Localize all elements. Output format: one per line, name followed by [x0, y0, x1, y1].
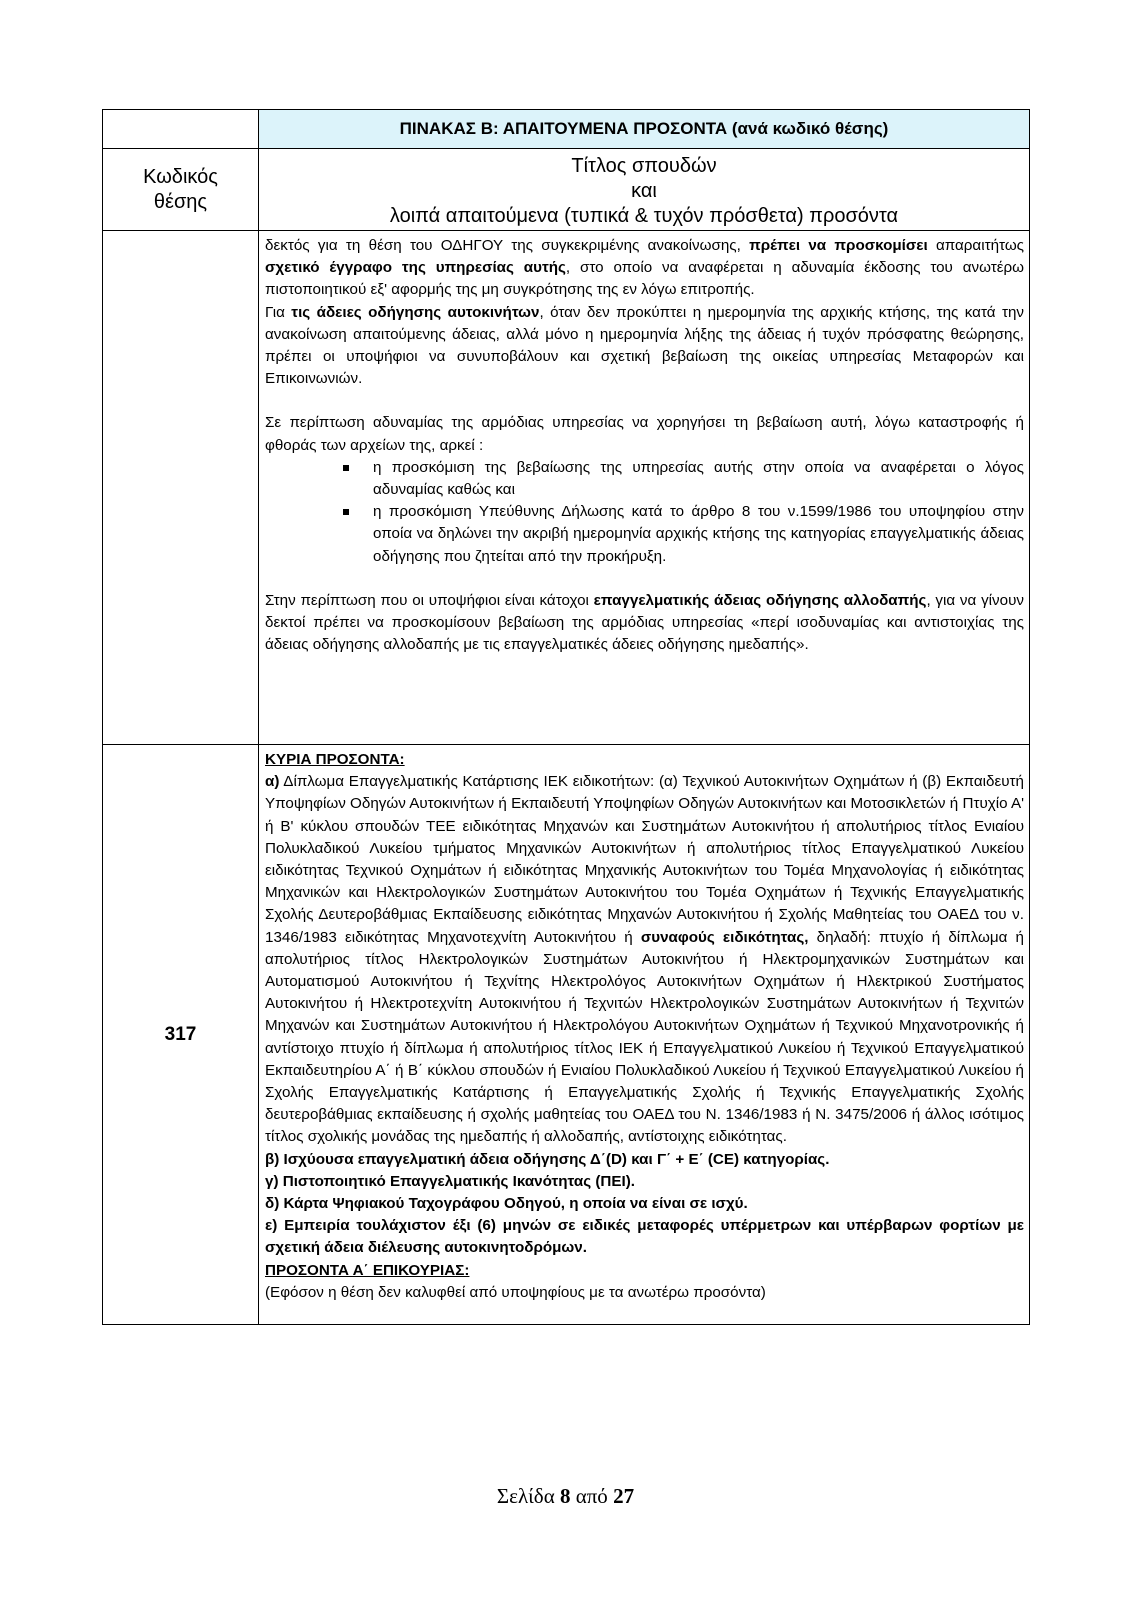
- continuation-code-cell: [103, 231, 259, 745]
- position-317-row: [103, 745, 1030, 1325]
- paragraph-2: Για τις άδειες οδήγησης αυτοκινήτων, όταν δεν προκύπτει η ημερομηνία της αρχικής κτήσης, της κατά την ανακοίνωση απαιτούμενης άδειας, αλλά μόνο η ημερομηνία λήξης της άδειας ή τυχόν πρόσφατης θεώρησης, πρέπει οι υποψήφιοι να συνυποβάλουν και σχετική βεβαίωση της οικείας υπηρεσίας Μεταφορών και Επικοινωνιών.: [265, 303, 1024, 388]
- requirement-d: δ) Κάρτα Ψηφιακού Ταχογράφου Οδηγού, η οποία να είναι σε ισχύ.: [265, 1195, 748, 1213]
- table-header-row: [103, 149, 1030, 231]
- main-qualifications-heading: ΚΥΡΙΑ ΠΡΟΣΟΝΤΑ:: [265, 751, 405, 768]
- total-pages: 27: [613, 1484, 635, 1508]
- list-item: η προσκόμιση Υπεύθυνης Δήλωσης κατά το άρθρο 8 του ν.1599/1986 του υποψηφίου στην οποία να δηλώνει την ακριβή ημερομηνία αρχικής κτήσης της κατηγορίας επαγγελματικής άδειας οδήγησης που ζητείται από την προκήρυξη.: [373, 501, 1024, 568]
- paragraph-4: Στην περίπτωση που οι υποψήφιοι είναι κάτοχοι επαγγελματικής άδειας οδήγησης αλλοδαπής, για να γίνουν δεκτοί πρέπει να προσκομίσουν βεβαίωση της αρμόδιας υπηρεσίας «περί ισοδυναμίας και αντιστοιχίας της άδειας οδήγησης αλλοδαπής με τις επαγγελματικές άδειες οδήγησης ημεδαπής».: [265, 591, 1024, 654]
- secondary-qualifications-heading: ΠΡΟΣΟΝΤΑ Α΄ ΕΠΙΚΟΥΡΙΑΣ:: [265, 1261, 470, 1279]
- header-code-line2: θέσης: [153, 190, 208, 213]
- requirement-a: α) Δίπλωμα Επαγγελματικής Κατάρτισης ΙΕΚ ειδικοτήτων: (α) Τεχνικού Αυτοκινήτων Οχημάτων ή (β) Εκπαιδευτή Υποψηφίων Οδηγών Αυτοκινήτων ή Εκπαιδευτή Υποψηφίων Οδηγών Αυτοκινήτων και Μοτοσικλετών ή Πτυχίο Α' ή Β' κύκλου σπουδών ΤΕΕ ειδικότητας Μηχανών και Συστημάτων Αυτοκινήτου ή απολυτήριος τίτλος Ενιαίου Πολυκλαδικού Λυκείου τμήματος Μηχανικών Αυτοκινήτων ή απολυτήριος τίτλος Επαγγελματικού Λυκείου ειδικότητας Τεχνικού Οχημάτων ή ειδικότητας Μηχανικής Αυτοκινήτων του Τομέα Μηχανολογίας ή ειδικότητας Μηχανικών και Ηλεκτρολογικών Συστημάτων Αυτοκινήτου του Τομέα Οχημάτων ή Τεχνικής Επαγγελματικής Σχολής Δευτεροβάθμιας Εκπαίδευσης ειδικότητας Μηχανών Αυτοκινήτου ή Σχολής Μαθητείας του ΟΑΕΔ του ν. 1346/1983 ειδικότητας Μηχανοτεχνίτη Αυτοκινήτου ή συναφούς ειδικότητας, δηλαδή: πτυχίο ή δίπλωμα ή απολυτήριος τίτλος Ηλεκτρολογικών Συστημάτων Αυτοκινήτου ή Ηλεκτρομηχανικών Συστημάτων και Αυτοματισμού Αυτοκινήτου ή Τεχνίτης Ηλεκτρολόγος Αυτοκινήτων Οχημάτων ή Ηλεκτρικού Συστήματος Αυτοκινήτου ή Ηλεκτροτεχνίτη Αυτοκινήτου ή Τεχνιτών Ηλεκτρολογικών Συστημάτων Αυτοκινήτων ή Τεχνιτών Μηχανών και Συστημάτων Αυτοκινήτου ή Ηλεκτρολόγου Αυτοκινήτων Οχημάτων ή Τεχνικού Μηχανοτρονικής ή αντίστοιχο πτυχίο ή δίπλωμα ή απολυτήριος τίτλος ΙΕΚ ή Επαγγελματικού Λυκείου ή Τεχνικού Επαγγελματικού Εκπαιδευτηρίου Α΄ ή Β΄ κύκλου σπουδών ή Ενιαίου Πολυκλαδικού Λυκείου ή Τεχνικού Επαγγελματικού Λυκείου ή Σχολής Επαγγελματικής Κατάρτισης ή Επαγγελματικής Σχολής ή Τεχνικής Επαγγελματικής Σχολής δευτεροβάθμιας εκπαίδευσης ή σχολής μαθητείας του ΟΑΕΔ του Ν. 1346/1983 ή Ν. 3475/2006 ή άλλος ισότιμος τίτλος σχολικής μονάδας της ημεδαπής ή αλλοδαπής, αντίστοιχης ειδικότητας.: [265, 773, 1025, 1146]
- continuation-cell: [259, 231, 1030, 745]
- table-title-row: [103, 110, 1030, 149]
- page-footer: Σελίδα 8 από 27: [496, 1484, 635, 1508]
- table-title: ΠΙΝΑΚΑΣ Β: ΑΠΑΙΤΟΥΜΕΝΑ ΠΡΟΣΟΝΤΑ (ανά κωδικό θέσης): [259, 110, 1030, 149]
- header-title-line1: Τίτλος σπουδών: [571, 155, 717, 177]
- header-title-line2: και: [631, 180, 657, 202]
- bullet-square-icon: [343, 509, 349, 515]
- title-spacer-cell: [103, 110, 259, 149]
- header-code-line1: Κωδικός: [143, 165, 218, 188]
- current-page-number: 8: [559, 1484, 571, 1508]
- secondary-qualifications-text: (Εφόσον η θέση δεν καλυφθεί από υποψηφίους με τα ανωτέρω προσόντα): [265, 1283, 766, 1301]
- bullet-list: [265, 457, 1024, 568]
- position-requirements-cell: [259, 745, 1030, 1325]
- requirements-table: [102, 109, 1030, 1325]
- position-code: 317: [103, 745, 259, 1325]
- requirement-e: ε) Εμπειρία τουλάχιστον έξι (6) μηνών σε ειδικές μεταφορές υπέρμετρων και υπέρβαρων φορτίων με σχετική άδεια διέλευσης αυτοκινητοδρόμων.: [265, 1217, 1024, 1257]
- requirement-b: β) Ισχύουσα επαγγελματική άδεια οδήγησης Δ΄(D) και Γ΄ + Ε΄ (CE) κατηγορίας.: [265, 1150, 830, 1168]
- header-title-cell: [259, 149, 1030, 231]
- paragraph-1: δεκτός για τη θέση του ΟΔΗΓΟΥ της συγκεκριμένης ανακοίνωσης, πρέπει να προσκομίσει απαραιτήτως σχετικό έγγραφο της υπηρεσίας αυτής, στο οποίο να αναφέρεται η αδυναμία έκδοσης του ανωτέρω πιστοποιητικού εξ' αφορμής της μη συγκρότησης της εν λόγω επιτροπής.: [265, 237, 1024, 299]
- header-code-cell: [103, 149, 259, 231]
- bullet-square-icon: [343, 465, 349, 471]
- list-item: η προσκόμιση της βεβαίωσης της υπηρεσίας αυτής στην οποία να αναφέρεται ο λόγος αδυναμίας καθώς και: [373, 457, 1024, 501]
- paragraph-3: Σε περίπτωση αδυναμίας της αρμόδιας υπηρεσίας να χορηγήσει τη βεβαίωση αυτή, λόγω καταστροφής ή φθοράς των αρχείων της, αρκεί :: [265, 414, 1024, 454]
- requirement-c: γ) Πιστοποιητικό Επαγγελματικής Ικανότητας (ΠΕΙ).: [265, 1172, 635, 1190]
- continuation-row: [103, 231, 1030, 745]
- header-title-line3: λοιπά απαιτούμενα (τυπικά & τυχόν πρόσθετα) προσόντα: [389, 205, 899, 227]
